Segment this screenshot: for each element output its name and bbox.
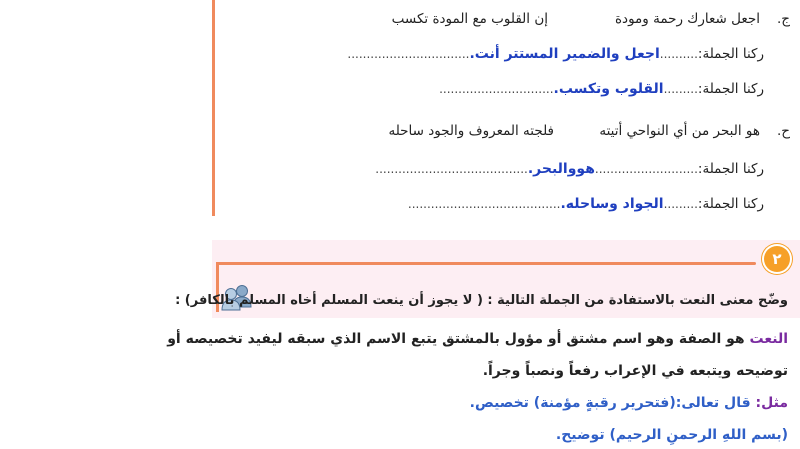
explanation-line	[167, 331, 788, 347]
section-number-badge: ٢	[764, 246, 790, 272]
row-label: ركنا الجملة:	[697, 196, 764, 212]
example-text: قال تعالى:(فتحرير رقبةٍ مؤمنة) تخصيص.	[469, 395, 756, 411]
section-instruction: وضّح معنى النعت بالاستفادة من الجملة التالية : ( لا يجوز أن ينعت المسلم أخاه المسلم بالكافر) :	[175, 293, 788, 308]
example-line: (بسم اللهِ الرحمنِ الرحيم) توضيح.	[555, 427, 788, 443]
answer-row	[375, 158, 764, 177]
item-marker-h: ح.	[776, 123, 790, 139]
answer-text: هووالبحر.	[527, 161, 595, 177]
dots: ...........................	[594, 162, 698, 176]
verse-second-hemistich: إن القلوب مع المودة تكسب	[391, 11, 548, 27]
answer-row	[439, 78, 764, 97]
verse-second-hemistich: فلجته المعروف والجود ساحله	[388, 123, 554, 139]
answer-row	[347, 43, 764, 62]
answer-text: الجواد وساحله.	[560, 196, 664, 212]
dots: ..............................	[439, 82, 554, 96]
example-label: مثل:	[755, 395, 788, 411]
definition-text: هو الصفة وهو اسم مشتق أو مؤول بالمشتق يتبع الاسم الذي سبقه ليفيد تخصيصه أو	[167, 331, 750, 347]
explanation-line: توضيحه ويتبعه في الإعراب رفعاً ونصباً وجراً.	[482, 363, 788, 379]
dots: ........................................	[375, 162, 528, 176]
margin-rule	[212, 0, 215, 216]
row-label: ركنا الجملة:	[697, 161, 764, 177]
example-line	[470, 395, 788, 411]
dots: .........	[663, 197, 698, 211]
answer-text: اجعل والضمير المستتر أنت.	[469, 46, 660, 62]
answer-text: القلوب وتكسب.	[553, 81, 664, 97]
dots: .........	[663, 82, 698, 96]
dots: ..........	[659, 47, 698, 61]
dots: ................................	[347, 47, 470, 61]
answer-row	[408, 193, 764, 212]
row-label: ركنا الجملة:	[697, 81, 764, 97]
item-marker-j: ج.	[776, 11, 790, 27]
term-label: النعت	[749, 331, 788, 347]
verse-first-hemistich: هو البحر من أي النواحي أتيته	[599, 123, 760, 139]
row-label: ركنا الجملة:	[697, 46, 764, 62]
dots: ........................................	[407, 197, 561, 211]
banner-rule-top	[216, 262, 756, 265]
verse-first-hemistich: اجعل شعارك رحمة ومودة	[614, 11, 760, 27]
